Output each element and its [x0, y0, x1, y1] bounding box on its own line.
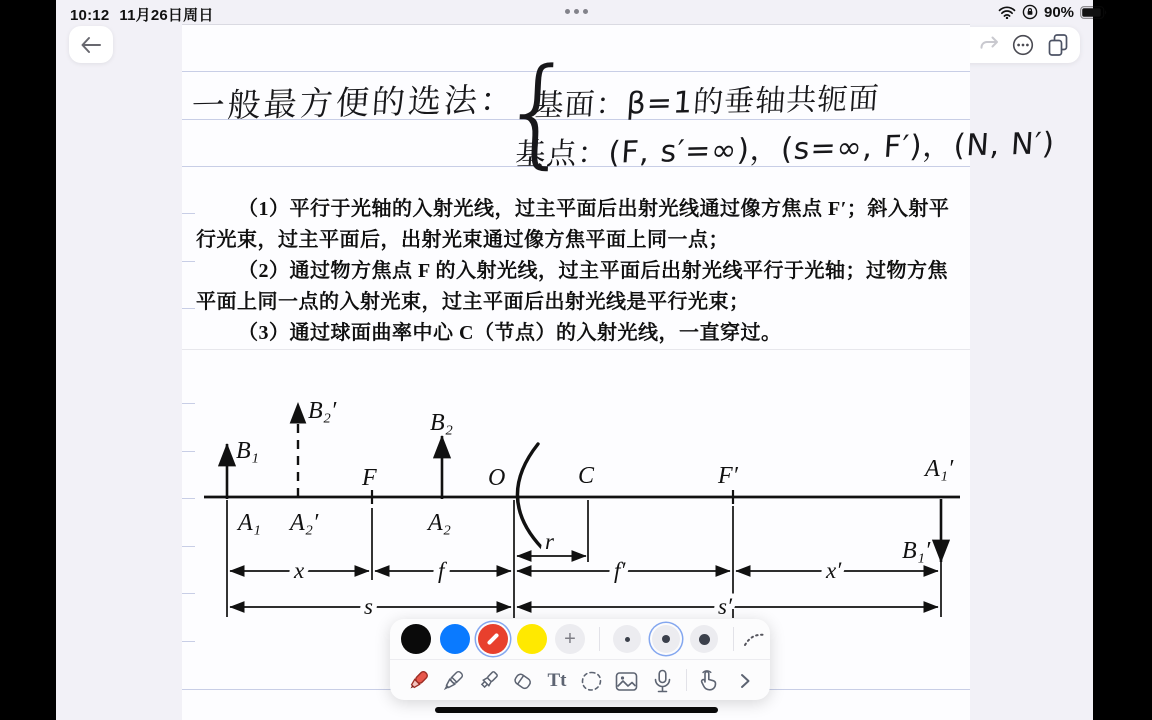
copy-page-button[interactable] — [1047, 33, 1069, 57]
color-black-button[interactable] — [401, 624, 431, 654]
color-red-button-selected[interactable] — [478, 624, 508, 654]
stroke-size-small-button[interactable] — [613, 625, 641, 653]
eraser-tool-button[interactable] — [507, 666, 537, 696]
paragraph-2: （2）通过物方焦点 F 的入射光线，过主平面后出射光线平行于光轴；过物方焦平面上同一点的入射光束，过主平面后出射光线是平行光束； — [196, 260, 948, 313]
label-C: C — [578, 463, 595, 489]
multitask-indicator[interactable] — [561, 6, 591, 16]
status-time: 10:12 — [70, 7, 110, 24]
label-s-prime: s′ — [718, 594, 732, 619]
ruled-line-stub — [182, 641, 195, 642]
rotation-lock-icon — [1022, 4, 1038, 20]
battery-icon — [1080, 6, 1107, 19]
label-F-prime: F′ — [718, 463, 738, 489]
divider — [733, 627, 734, 651]
color-blue-button[interactable] — [440, 624, 470, 654]
redo-icon — [978, 35, 1000, 55]
stroke-size-large-button[interactable] — [690, 625, 718, 653]
divider — [599, 627, 600, 651]
optics-diagram — [190, 370, 970, 632]
highlighter-tool-button[interactable] — [472, 666, 502, 696]
label-F: F — [362, 465, 377, 491]
lasso-icon — [578, 668, 605, 695]
ruled-line-stub — [182, 308, 195, 309]
more-tools-button[interactable] — [730, 666, 760, 696]
pencil-icon — [439, 668, 466, 695]
divider — [686, 669, 687, 691]
note-page[interactable] — [182, 24, 1057, 720]
home-indicator[interactable] — [435, 707, 718, 713]
label-B2-prime: B₂′ — [308, 398, 337, 424]
label-f: f — [438, 558, 445, 583]
label-A2-prime: A₂′ — [290, 510, 319, 536]
handwritten-brace: { — [496, 42, 579, 180]
hand-gesture-tool-button[interactable] — [693, 666, 723, 696]
chevron-right-icon — [736, 671, 754, 691]
textbook-excerpt — [196, 194, 960, 349]
label-A1: A₁ — [238, 510, 262, 536]
label-B1-prime: B₁′ — [902, 538, 931, 564]
microphone-tool-button[interactable] — [647, 666, 677, 696]
add-color-button[interactable]: + — [555, 624, 585, 654]
ruled-line-stub — [182, 261, 195, 262]
pen-icon — [404, 668, 431, 695]
ellipsis-circle-icon — [1011, 33, 1035, 57]
dashed-curve-icon — [743, 630, 767, 648]
handwritten-base-points: 基点：(F, s′=∞)，(s=∞, F′)，(N, N′) — [514, 126, 1057, 173]
label-B2: B₂ — [430, 410, 454, 436]
more-button[interactable] — [1011, 33, 1035, 57]
pencil-tool-button[interactable] — [437, 666, 467, 696]
paragraph-1: （1）平行于光轴的入射光线，过主平面后出射光线通过像方焦点 F′；斜入射平行光束，过主平面后，出射光束通过像方焦平面上同一点； — [196, 198, 950, 251]
slash-mark — [487, 633, 500, 646]
label-s: s — [364, 594, 373, 619]
redo-button[interactable] — [978, 35, 1000, 55]
label-x: x — [294, 558, 305, 583]
image-icon — [613, 668, 640, 695]
ruled-line-stub — [182, 213, 195, 214]
wifi-icon — [998, 6, 1016, 19]
handwritten-base-plane: 基面：β=1的垂轴共轭面 — [532, 81, 881, 124]
label-A1-prime: A₁′ — [925, 456, 954, 482]
label-x-prime: x′ — [826, 558, 842, 583]
pen-tool-button-selected[interactable] — [402, 666, 432, 696]
arrow-left-icon — [80, 36, 102, 54]
eraser-icon — [509, 668, 536, 695]
status-date: 11月26日周日 — [119, 7, 214, 24]
status-left — [70, 4, 214, 25]
pen-toolbar — [390, 619, 770, 700]
battery-percent: 90% — [1044, 3, 1075, 21]
stroke-style-button[interactable] — [742, 627, 768, 651]
dimension-labels — [293, 529, 842, 619]
hand-icon — [695, 668, 721, 694]
image-tool-button[interactable] — [611, 666, 641, 696]
highlighter-icon — [474, 668, 501, 695]
microphone-icon — [649, 668, 676, 695]
paragraph-3: （3）通过球面曲率中心 C（节点）的入射光线，一直穿过。 — [238, 322, 782, 344]
label-O: O — [488, 465, 506, 491]
label-r: r — [545, 529, 554, 554]
back-button[interactable] — [69, 26, 113, 63]
lasso-tool-button[interactable] — [576, 666, 606, 696]
handwritten-heading: 一般最方便的选法： — [190, 79, 518, 126]
copy-page-icon — [1047, 33, 1069, 57]
image-edge-line — [182, 349, 970, 350]
status-right — [998, 3, 1107, 21]
text-tool-button[interactable]: Tt — [542, 666, 572, 696]
label-f-prime: f′ — [614, 558, 626, 583]
label-A2: A₂ — [428, 510, 452, 536]
app-window — [56, 0, 1093, 720]
toolbar-row-divider — [390, 659, 770, 660]
label-B1: B₁ — [236, 438, 260, 464]
color-yellow-button[interactable] — [517, 624, 547, 654]
stroke-size-medium-button-selected[interactable] — [652, 625, 680, 653]
